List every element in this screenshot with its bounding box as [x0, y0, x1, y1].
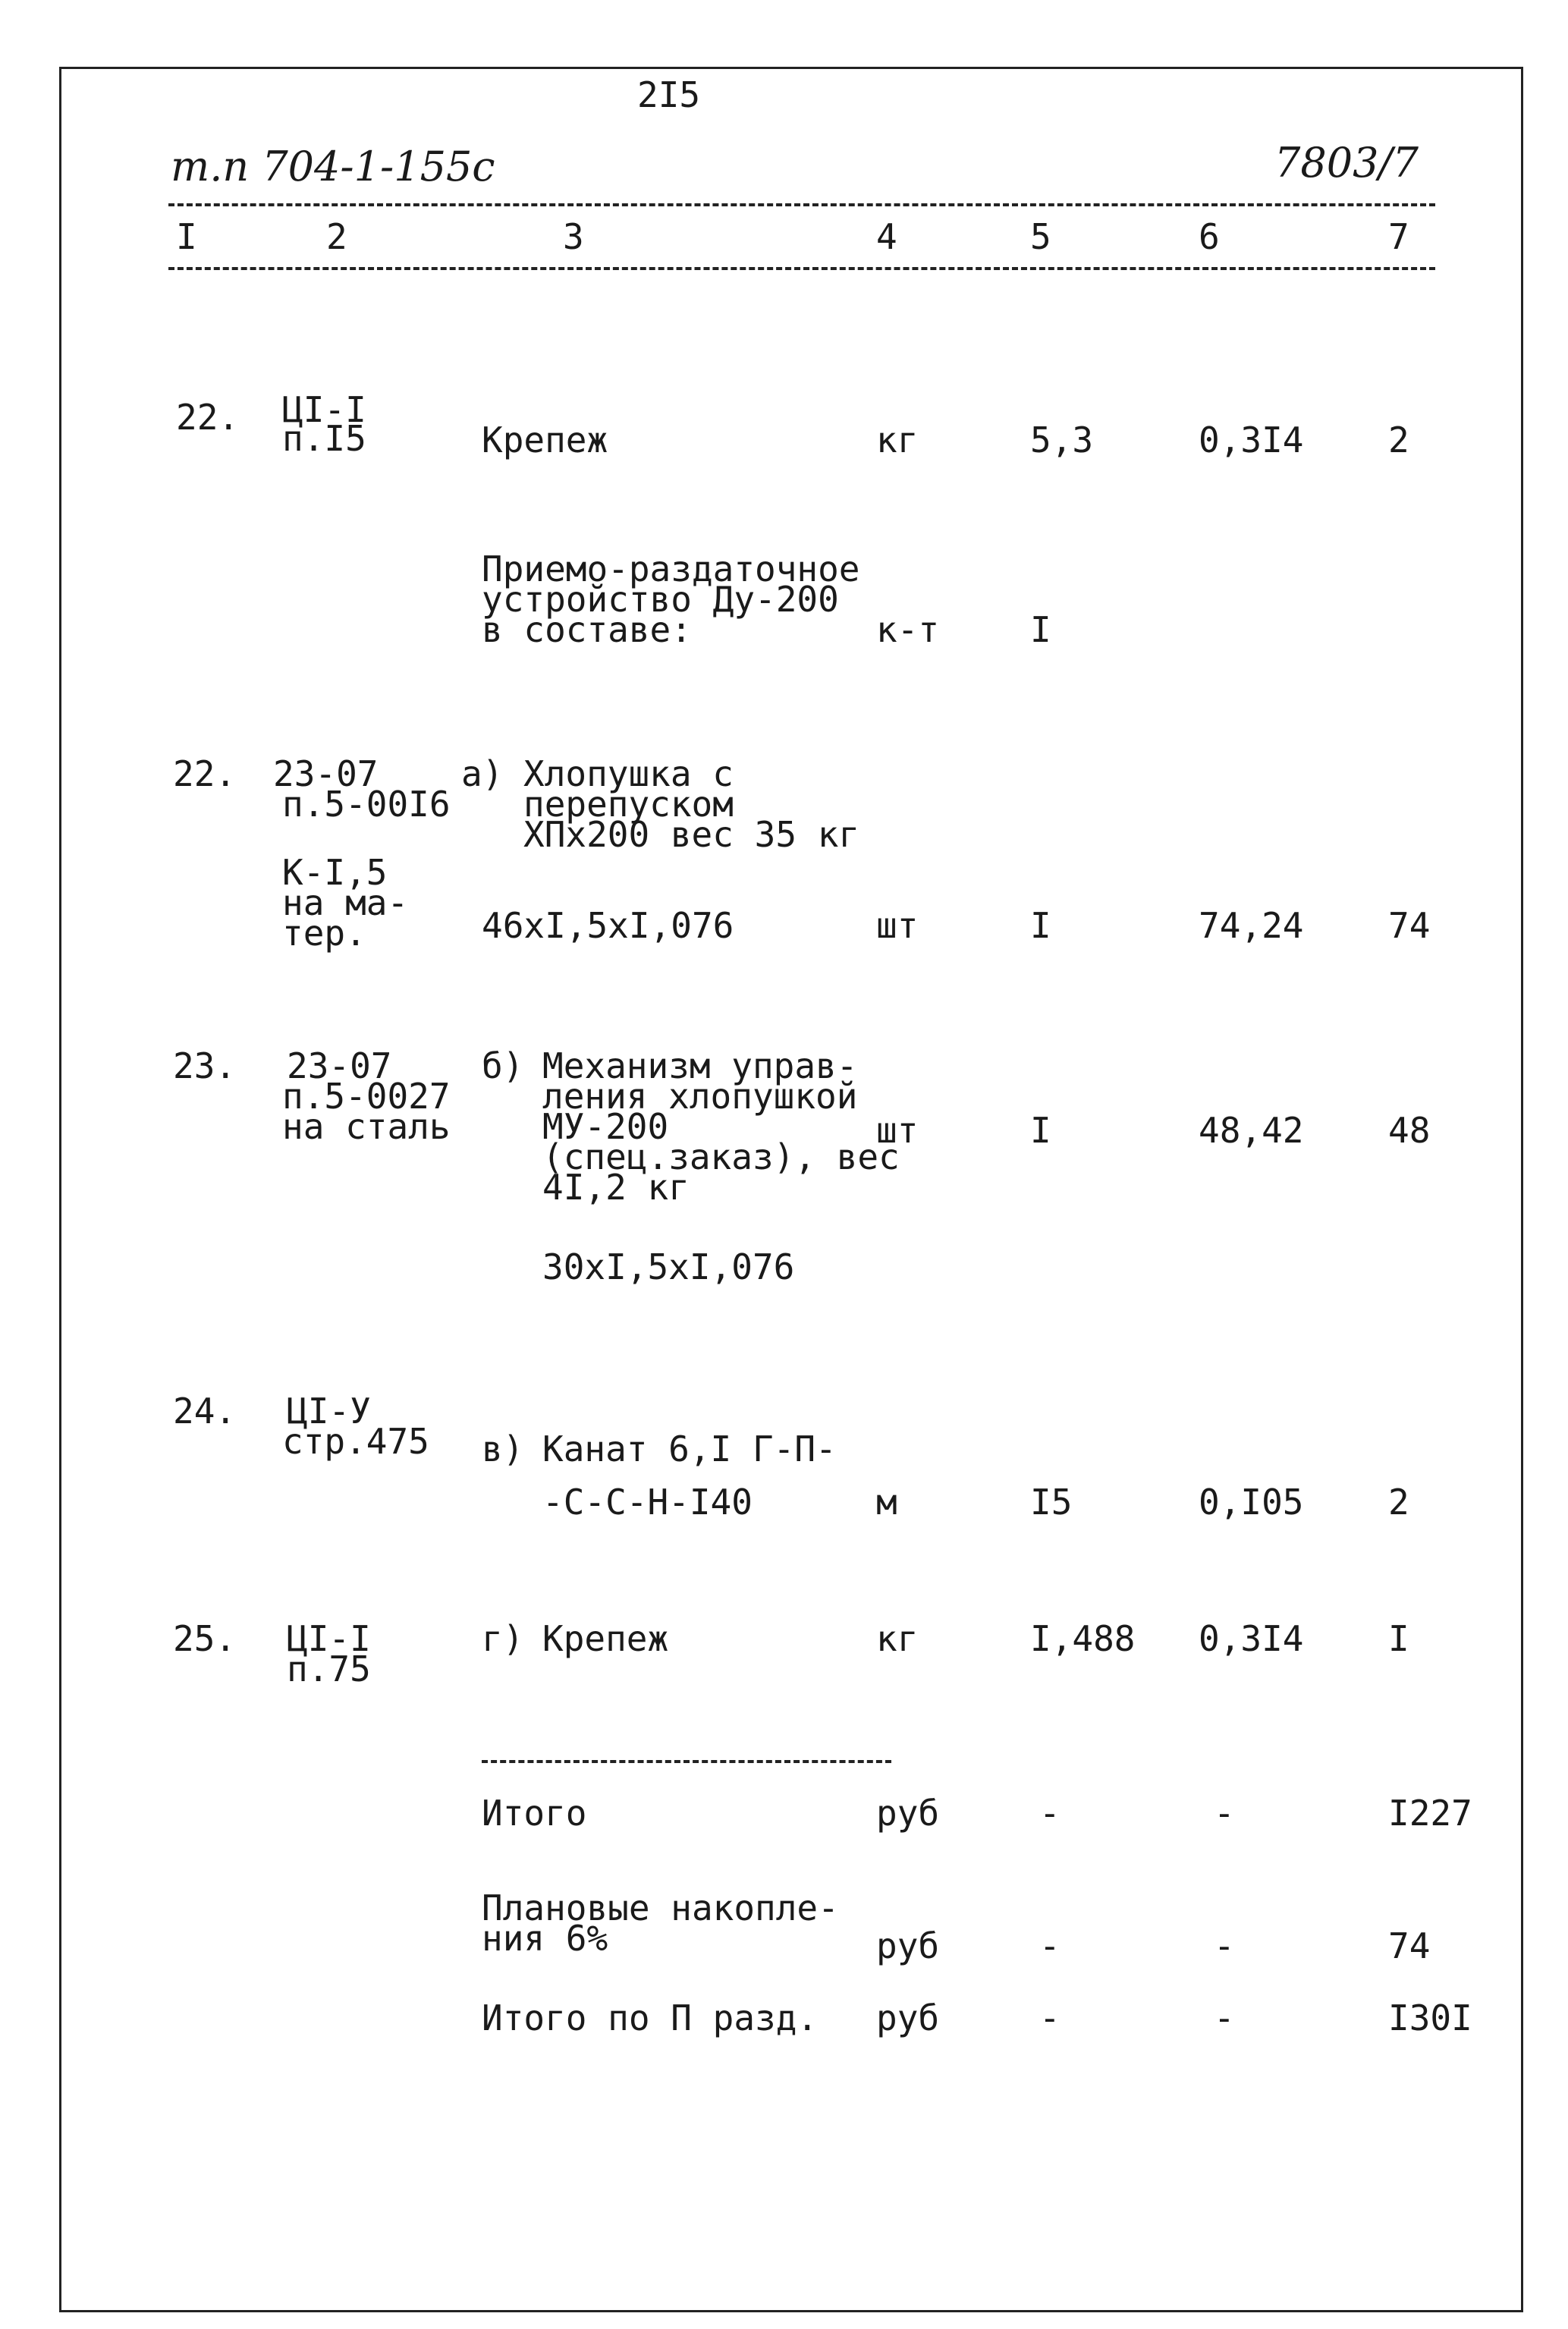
total-label: Итого по П разд.	[482, 1997, 819, 2038]
row-reference: 23-07	[287, 1045, 392, 1086]
row-reference: К-I,5	[282, 852, 388, 893]
row-reference: п.5-0027	[282, 1076, 451, 1117]
total-unit: руб	[876, 1925, 940, 1966]
row-letter: в)	[482, 1429, 524, 1469]
row-letter: а)	[461, 753, 504, 794]
row-description: ления хлопушкой	[542, 1076, 858, 1117]
row-price: 0,I05	[1199, 1482, 1304, 1523]
row-reference: п.5-00I6	[282, 784, 451, 825]
row-reference: 23-07	[273, 753, 379, 794]
total-quantity: -	[1039, 1997, 1061, 2038]
total-quantity: -	[1039, 1925, 1061, 1966]
row-description: Механизм управ-	[542, 1045, 858, 1086]
row-description: (спец.заказ), вес	[542, 1136, 900, 1177]
row-unit: шт	[876, 905, 919, 946]
row-unit: кг	[876, 420, 919, 460]
column-header-2: 2	[326, 216, 347, 257]
total-price: -	[1214, 1997, 1235, 2038]
total-label: Итого	[482, 1793, 587, 1834]
total-quantity: -	[1039, 1793, 1061, 1834]
row-unit: кг	[876, 1618, 919, 1659]
page-frame	[59, 67, 1523, 2312]
row-reference: ЦI-I	[287, 1618, 371, 1659]
total-price: -	[1214, 1925, 1235, 1966]
row-unit: шт	[876, 1110, 919, 1151]
row-quantity: I	[1030, 1110, 1051, 1151]
row-number: 22.	[173, 753, 237, 794]
row-total: 48	[1388, 1110, 1431, 1151]
row-quantity: 5,3	[1030, 420, 1094, 460]
total-unit: руб	[876, 1997, 940, 2038]
row-reference: тер.	[282, 913, 366, 954]
column-header-1: I	[176, 216, 197, 257]
column-header-6: 6	[1199, 216, 1220, 257]
column-header-5: 5	[1030, 216, 1051, 257]
row-description: устройство Ду-200	[482, 579, 839, 620]
row-number: 25.	[173, 1618, 237, 1659]
row-reference: ЦI-У	[287, 1391, 371, 1432]
header-bottom-rule	[168, 267, 1435, 270]
row-reference: п.75	[287, 1649, 371, 1689]
row-letter: б)	[482, 1045, 524, 1086]
page-number: 2I5	[637, 74, 701, 115]
total-price: -	[1214, 1793, 1235, 1834]
row-number: 23.	[173, 1045, 237, 1086]
row-quantity: I	[1030, 905, 1051, 946]
row-calculation: 30хI,5хI,076	[542, 1246, 795, 1287]
row-number: 24.	[173, 1391, 237, 1432]
document-code: т.п 704-1-155с	[171, 143, 495, 190]
column-header-3: 3	[563, 216, 584, 257]
row-description: Крепеж	[542, 1618, 669, 1659]
sheet-reference: 7803/7	[1274, 139, 1419, 187]
total-value: I227	[1388, 1793, 1472, 1834]
row-description: ХПх200 вес 35 кг	[523, 814, 860, 855]
total-unit: руб	[876, 1793, 940, 1834]
totals-rule	[482, 1760, 891, 1763]
header-top-rule	[168, 203, 1435, 206]
total-label: ния 6%	[482, 1918, 608, 1959]
row-price: 0,3I4	[1199, 1618, 1304, 1659]
row-description: МУ-200	[542, 1106, 669, 1147]
row-calculation: 46хI,5хI,076	[482, 905, 734, 946]
row-description: -С-С-Н-I40	[542, 1482, 753, 1523]
row-description: в составе:	[482, 609, 692, 650]
row-total: I	[1388, 1618, 1409, 1659]
total-label: Плановые накопле-	[482, 1887, 839, 1928]
row-description: Хлопушка с	[523, 753, 734, 794]
row-reference: ЦI-I	[282, 389, 366, 430]
row-description: перепуском	[523, 784, 734, 825]
row-price: 74,24	[1199, 905, 1304, 946]
row-description: Крепеж	[482, 420, 608, 460]
row-letter: г)	[482, 1618, 524, 1659]
row-price: 0,3I4	[1199, 420, 1304, 460]
row-number: 22.	[176, 397, 240, 438]
row-description: Канат 6,I Г-П-	[542, 1429, 837, 1469]
column-header-4: 4	[876, 216, 897, 257]
row-quantity: I	[1030, 609, 1051, 650]
row-unit: к-т	[876, 609, 940, 650]
row-quantity: I,488	[1030, 1618, 1136, 1659]
row-total: 2	[1388, 1482, 1409, 1523]
row-total: 74	[1388, 905, 1431, 946]
row-reference: стр.475	[282, 1421, 429, 1462]
column-header-7: 7	[1388, 216, 1409, 257]
row-price: 48,42	[1199, 1110, 1304, 1151]
row-reference: на сталь	[282, 1106, 451, 1147]
row-reference: п.I5	[282, 418, 366, 459]
row-quantity: I5	[1030, 1482, 1073, 1523]
row-description: Приемо-раздаточное	[482, 548, 860, 589]
total-value: I30I	[1388, 1997, 1472, 2038]
row-total: 2	[1388, 420, 1409, 460]
row-reference: на ма-	[282, 882, 409, 923]
row-description: 4I,2 кг	[542, 1167, 690, 1208]
row-unit: м	[876, 1482, 897, 1523]
total-value: 74	[1388, 1925, 1431, 1966]
